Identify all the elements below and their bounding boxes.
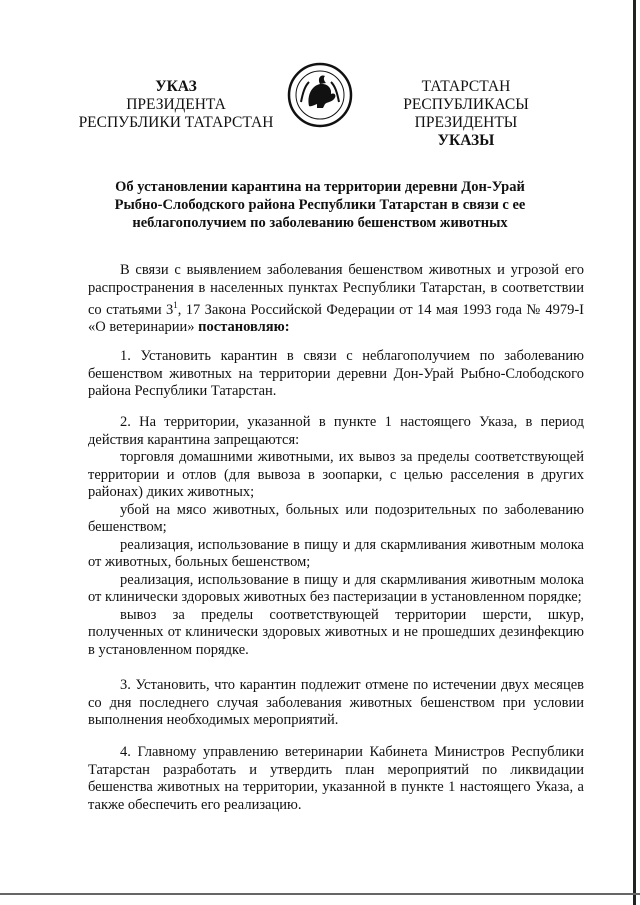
scan-edge-right <box>633 0 636 905</box>
preamble-text-2: , 17 Закона Российской Федерации от 14 мая 1993 года № 4979-I «О ветеринарии» <box>88 301 584 336</box>
header-right-line-2: ПРЕЗИДЕНТЫ <box>414 114 518 131</box>
header-right-line-1: ТАТАРСТАН РЕСПУБЛИКАСЫ <box>403 78 529 113</box>
item-2-sub-1: торговля домашними животными, их вывоз за пределы соответствующей территории и отлов (для вывоза в зоопарки, с целью расселения в других районах) диких животных; <box>88 449 584 500</box>
item-2-sub-5: вывоз за пределы соответствующей территории шерсти, шкур, полученных от клинически здоровых животных и не прошедших дезинфекцию в установленном порядке. <box>88 606 584 658</box>
item-3-text: 3. Установить, что карантин подлежит отмене по истечении двух месяцев со дня последнего случая заболевания животных бешенством при условии выполнения необходимых мероприятий. <box>88 677 584 728</box>
item-3 <box>88 677 584 730</box>
preamble-sup: 1 <box>173 300 178 310</box>
tatarstan-emblem-icon <box>287 62 353 128</box>
item-2-sub-3: реализация, использование в пищу и для скармливания животным молока от животных, больных бешенством; <box>88 536 584 570</box>
decree-word: постановляю: <box>198 319 290 336</box>
header-left-block <box>76 78 276 132</box>
preamble <box>88 262 584 337</box>
item-1-text: 1. Установить карантин в связи с неблагополучием по заболеванию бешенством животных на территории деревни Дон-Урай Рыбно-Слободского района Республики Татарстан. <box>88 348 584 399</box>
item-2-text: 2. На территории, указанной в пункте 1 настоящего Указа, в период действия карантина запрещаются: <box>88 414 584 448</box>
header-left-line-2: ПРЕЗИДЕНТА <box>126 96 226 113</box>
item-2-sub-4: реализация, использование в пищу и для скармливания животным молока от клинически здоровых животных без пастеризации в установленном порядке; <box>88 571 584 605</box>
header-left-line-1: УКАЗ <box>155 78 197 95</box>
scan-edge-bottom <box>0 893 640 895</box>
item-2 <box>88 414 584 659</box>
preamble-text: В связи с выявлением заболевания бешенством животных и угрозой его распространения в населенных пунктах Республики Татарстан, в соответствии со статьями 3 <box>88 262 584 318</box>
document-title: Об установлении карантина на территории деревни Дон-Урай Рыбно-Слободского района Республики Татарстан в связи с ее неблагополучием по заболеванию бешенством животных <box>114 179 526 231</box>
item-4 <box>88 744 584 814</box>
item-1 <box>88 348 584 401</box>
header-left-line-3: РЕСПУБЛИКИ ТАТАРСТАН <box>78 114 274 131</box>
item-4-text: 4. Главному управлению ветеринарии Кабинета Министров Республики Татарстан разработать и утвердить план мероприятий по ликвидации бешенства животных на территории, указанной в пункте 1 настоящего Указа, а также обеспечить его реализацию. <box>88 744 584 813</box>
header-right-block <box>366 78 566 150</box>
header-right-line-3: УКАЗЫ <box>437 132 495 149</box>
item-2-sub-2: убой на мясо животных, больных или подозрительных по заболеванию бешенством; <box>88 501 584 535</box>
